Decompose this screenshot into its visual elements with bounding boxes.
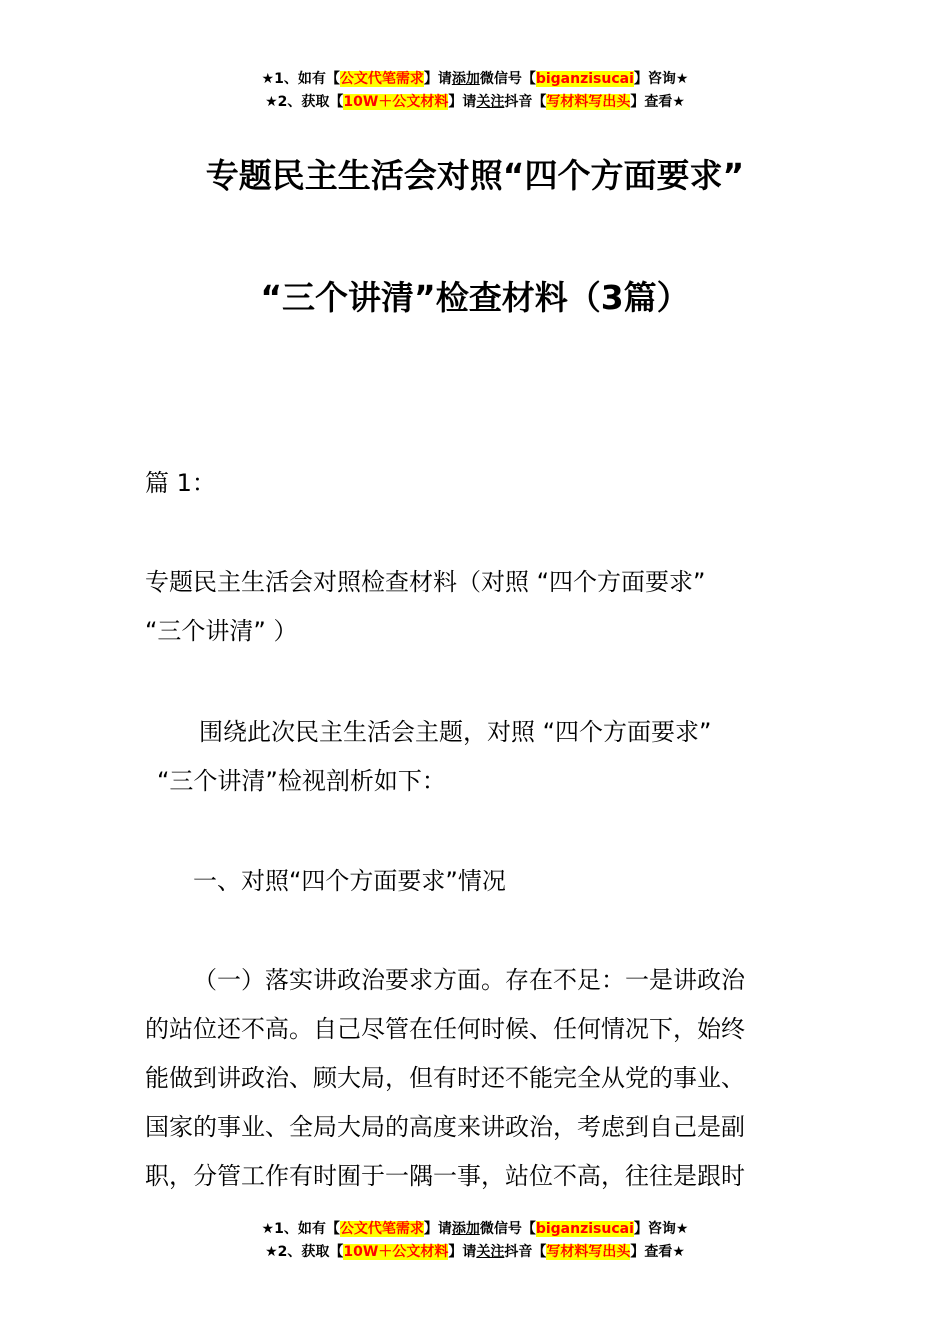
promo-text: 】请	[423, 1221, 452, 1237]
promo-highlight: biganzisucai	[535, 71, 634, 87]
body-paragraph	[145, 956, 810, 1201]
promo-text: ★1、如有【	[261, 1221, 340, 1237]
promo-highlight: 10W＋公文材料	[343, 94, 449, 110]
promo-underline: 添加	[451, 1221, 480, 1237]
promo-text: 抖音【	[504, 94, 547, 110]
promo-highlight: 公文代笔需求	[339, 71, 424, 87]
intro-line: “三个讲清”检视剖析如下：	[157, 767, 446, 795]
promo-line-2	[0, 91, 950, 114]
promo-line-2	[0, 1241, 950, 1264]
intro-line: 围绕此次民主生活会主题，对照 “四个方面要求”	[199, 718, 712, 746]
promo-text: 】咨询★	[633, 1221, 689, 1237]
promo-text: 微信号【	[479, 71, 536, 87]
document-title-line-1: 专题民主生活会对照“四个方面要求”	[205, 156, 745, 195]
subtitle-line: 专题民主生活会对照检查材料（对照 “四个方面要求”	[145, 568, 706, 596]
promo-highlight: 写材料写出头	[546, 94, 631, 110]
footer-promo	[0, 1218, 950, 1264]
paragraph-line: 能做到讲政治、顾大局，但有时还不能完全从党的事业、	[145, 1064, 745, 1092]
promo-underline: 添加	[451, 71, 480, 87]
promo-underline: 关注	[476, 94, 505, 110]
promo-underline: 关注	[476, 1244, 505, 1260]
header-promo	[0, 68, 950, 114]
promo-text: ★2、获取【	[265, 94, 344, 110]
section-heading: 一、对照“四个方面要求”情况	[193, 867, 506, 895]
promo-line-1	[0, 68, 950, 91]
document-title-line-2: “三个讲清”检查材料（3篇）	[260, 278, 690, 317]
promo-text: 】咨询★	[633, 71, 689, 87]
promo-text: 微信号【	[479, 1221, 536, 1237]
promo-text: ★2、获取【	[265, 1244, 344, 1260]
paragraph-line: （一）落实讲政治要求方面。存在不足：一是讲政治	[193, 966, 745, 994]
promo-text: 】查看★	[630, 94, 685, 110]
paragraph-line: 国家的事业、全局大局的高度来讲政治，考虑到自己是副	[145, 1113, 745, 1141]
promo-highlight: 10W＋公文材料	[343, 1244, 449, 1260]
promo-text: 抖音【	[504, 1244, 547, 1260]
promo-text: ★1、如有【	[261, 71, 340, 87]
section-label: 篇 1：	[145, 469, 216, 497]
promo-highlight: 公文代笔需求	[339, 1221, 424, 1237]
subtitle-line: “三个讲清” ）	[145, 617, 298, 645]
intro-paragraph	[145, 708, 810, 806]
promo-text: 】查看★	[630, 1244, 685, 1260]
paragraph-line: 的站位还不高。自己尽管在任何时候、任何情况下，始终	[145, 1015, 745, 1043]
promo-text: 】请	[448, 1244, 477, 1260]
promo-text: 】请	[448, 94, 477, 110]
promo-highlight: biganzisucai	[535, 1221, 634, 1237]
paragraph-line: 职，分管工作有时囿于一隅一事，站位不高，往往是跟时	[145, 1162, 745, 1190]
promo-line-1	[0, 1218, 950, 1241]
subtitle-paragraph	[145, 558, 810, 656]
promo-text: 】请	[423, 71, 452, 87]
promo-highlight: 写材料写出头	[546, 1244, 631, 1260]
